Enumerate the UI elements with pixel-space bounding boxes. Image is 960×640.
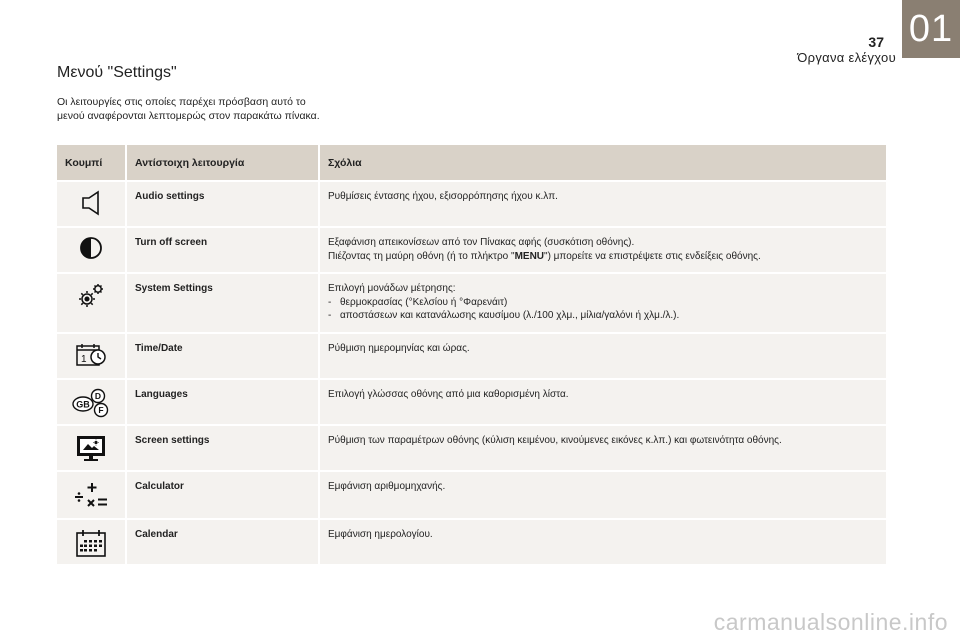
row-function: System Settings: [125, 272, 318, 332]
table-row: [57, 378, 886, 424]
list-item-text: αποστάσεων και κατανάλωσης καυσίμου (λ./100 χλμ., μίλια/γαλόνι ή χλμ./λ.).: [340, 310, 680, 321]
table-row: [57, 332, 886, 378]
language-label-gb: GB: [76, 399, 90, 410]
row-comment: Ρύθμιση ημερομηνίας και ώρας.: [318, 332, 886, 378]
dash-bullet: -: [328, 310, 332, 321]
row-function: Calculator: [125, 470, 318, 518]
row-function: Audio settings: [125, 180, 318, 226]
row-comment: Εμφάνιση ημερολογίου.: [318, 518, 886, 564]
calendar-icon: [57, 518, 125, 564]
table-row: [57, 272, 886, 332]
chapter-title: Όργανα ελέγχου: [797, 50, 896, 65]
list-item: [328, 296, 878, 310]
chapter-tab: 01: [902, 0, 960, 58]
comment-text: Πιέζοντας τη μαύρη οθόνη (ή το πλήκτρο ": [328, 250, 515, 262]
row-comment: [318, 226, 886, 272]
calendar-day-digit: 1: [81, 354, 87, 365]
watermark: carmanualsonline.info: [713, 609, 948, 635]
languages-icon: [57, 378, 125, 424]
row-comment: Επιλογή γλώσσας οθόνης από μια καθορισμένη λίστα.: [318, 378, 886, 424]
page-number: 37: [868, 34, 884, 50]
language-label-d: D: [94, 391, 102, 401]
row-comment: [318, 272, 886, 332]
settings-table: [57, 145, 886, 564]
comment-line: [328, 250, 878, 264]
row-comment: Ρυθμίσεις έντασης ήχου, εξισορρόπησης ήχου κ.λπ.: [318, 180, 886, 226]
row-function: Time/Date: [125, 332, 318, 378]
row-function: Languages: [125, 378, 318, 424]
language-label-f: F: [98, 405, 104, 415]
table-row: [57, 424, 886, 470]
speaker-icon: [57, 180, 125, 226]
row-function: Calendar: [125, 518, 318, 564]
dash-bullet: -: [328, 296, 332, 308]
row-comment: Εμφάνιση αριθμομηχανής.: [318, 470, 886, 518]
table-row: [57, 470, 886, 518]
calendar-clock-icon: [57, 332, 125, 378]
section-title: Μενού "Settings": [57, 64, 177, 81]
menu-key-label: MENU: [514, 250, 545, 262]
calculator-icon: [57, 470, 125, 518]
intro-text: Οι λειτουργίες στις οποίες παρέχει πρόσβαση αυτό το μενού αναφέρονται λεπτομερώς στον παρακάτω πίνακα.: [57, 96, 320, 122]
table-row: [57, 518, 886, 564]
header-button: Κουμπί: [57, 145, 125, 180]
row-function: Turn off screen: [125, 226, 318, 272]
list-item-text: θερμοκρασίας (°Κελσίου ή °Φαρενάιτ): [340, 296, 508, 308]
table-row: [57, 180, 886, 226]
screen-settings-icon: [57, 424, 125, 470]
list-item: [328, 309, 878, 323]
gears-icon: [57, 272, 125, 332]
header-function: Αντίστοιχη λειτουργία: [125, 145, 318, 180]
comment-text: ") μπορείτε να επιστρέψετε στις ενδείξεις οθόνης.: [544, 250, 761, 262]
table-header-row: [57, 145, 886, 180]
row-comment: Ρύθμιση των παραμέτρων οθόνης (κύλιση κειμένου, κινούμενες εικόνες κ.λπ.) και φωτεινότητα οθόνης.: [318, 424, 886, 470]
table-row: [57, 226, 886, 272]
comment-line: Εξαφάνιση απεικονίσεων από τον Πίνακας αφής (συσκότιση οθόνης).: [328, 237, 635, 248]
comment-line: Επιλογή μονάδων μέτρησης:: [328, 283, 456, 294]
header-comments: Σχόλια: [318, 145, 886, 180]
row-function: Screen settings: [125, 424, 318, 470]
half-circle-icon: [57, 226, 125, 272]
